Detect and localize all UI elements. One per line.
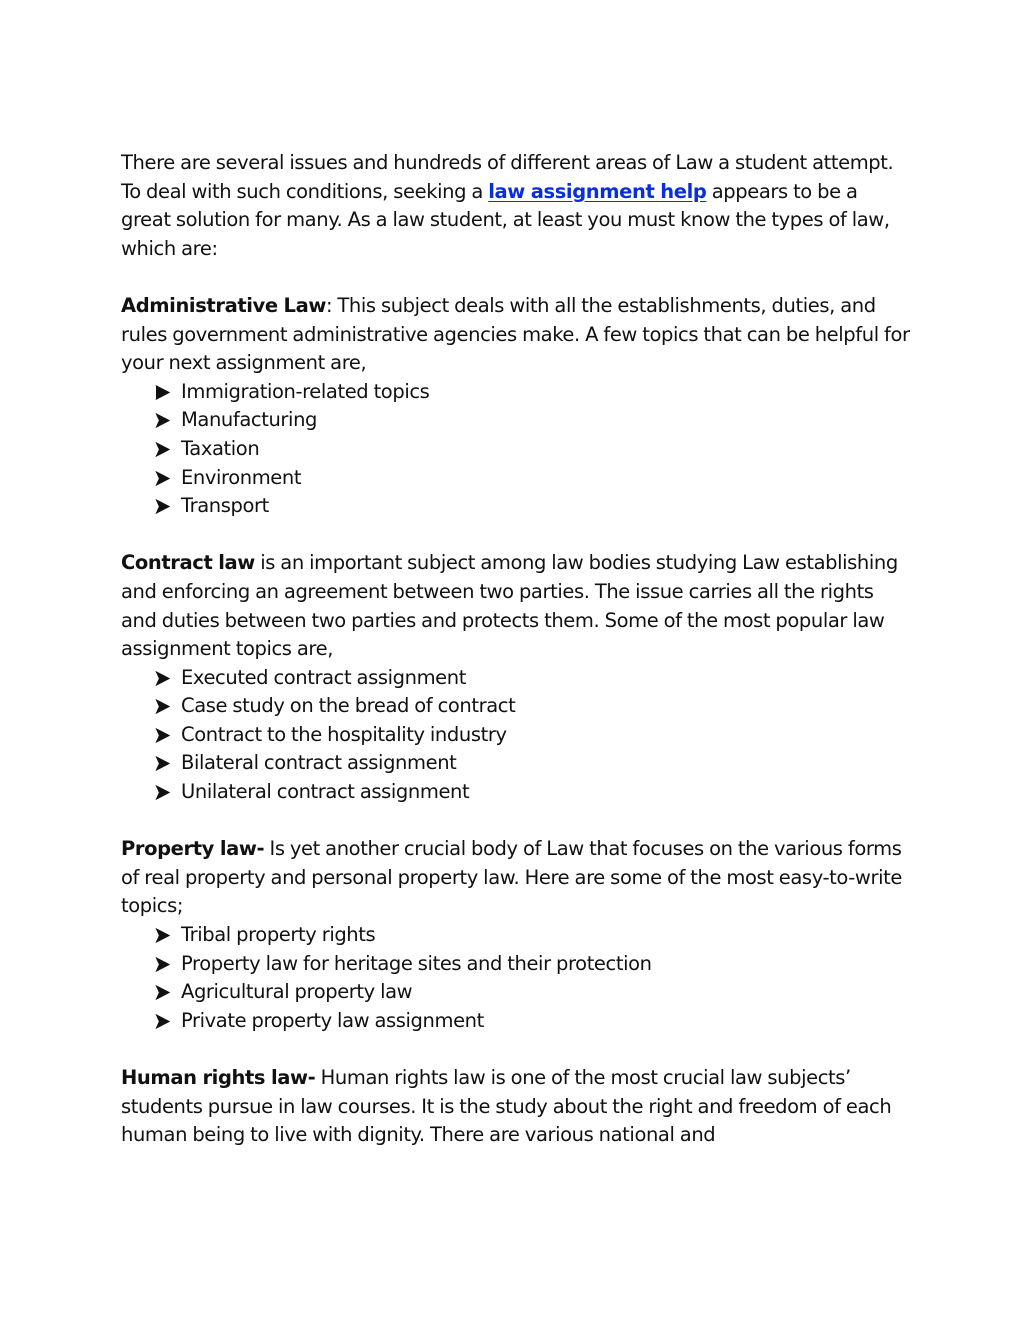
arrowhead-bullet-icon <box>155 435 181 464</box>
list-item <box>155 721 911 750</box>
list-item-label: Transport <box>181 494 269 518</box>
arrowhead-bullet-icon <box>155 692 181 721</box>
section-body: : This subject deals with all the establishments, duties, and rules government administrative agencies make. A few topics that can be helpful for your next assignment are, <box>121 293 910 375</box>
list-item <box>155 378 911 407</box>
section-paragraph <box>121 549 911 663</box>
list-item <box>155 749 911 778</box>
arrowhead-bullet-icon <box>155 749 181 778</box>
arrowhead-bullet-icon <box>155 778 181 807</box>
section-property-law <box>121 835 911 1035</box>
list-item-label: Manufacturing <box>181 408 318 432</box>
section-paragraph <box>121 1064 911 1150</box>
arrowhead-bullet-icon <box>155 1007 181 1036</box>
arrowhead-bullet-icon <box>155 978 181 1007</box>
section-body: is an important subject among law bodies studying Law establishing and enforcing an agreement between two parties. The issue carries all the rights and duties between two parties and protects them. Some of the most popular law assignment topics are, <box>121 551 898 661</box>
spacer <box>121 1035 911 1064</box>
intro-text-before: There are several issues and hundreds of different areas of Law a student attempt. To deal with such conditions, seeking a <box>121 151 894 203</box>
arrowhead-bullet-icon <box>155 378 181 407</box>
list-item-label: Private property law assignment <box>181 1008 484 1032</box>
list-item <box>155 778 911 807</box>
arrowhead-bullet-icon <box>155 950 181 979</box>
section-contract-law <box>121 549 911 806</box>
list-item <box>155 921 911 950</box>
section-term: Administrative Law <box>121 293 326 317</box>
list-item <box>155 435 911 464</box>
section-paragraph <box>121 292 911 378</box>
section-term: Human rights law- <box>121 1066 316 1089</box>
spacer <box>121 521 911 550</box>
section-term: Property law- <box>121 837 265 861</box>
section-body: Human rights law is one of the most crucial law subjects’ students pursue in law courses. It is the study about the right and freedom of each human being to live with dignity. There are various national and <box>121 1066 892 1147</box>
arrowhead-bullet-icon <box>155 406 181 435</box>
section-paragraph <box>121 835 911 921</box>
section-administrative-law <box>121 292 911 521</box>
arrowhead-bullet-icon <box>155 492 181 521</box>
section-human-rights-law <box>121 1064 911 1150</box>
list-item-label: Bilateral contract assignment <box>181 751 457 775</box>
list-item <box>155 406 911 435</box>
list-item-label: Case study on the bread of contract <box>181 694 516 718</box>
list-item <box>155 978 911 1007</box>
list-item <box>155 692 911 721</box>
topic-list <box>121 921 911 1035</box>
list-item-label: Taxation <box>181 436 260 460</box>
arrowhead-bullet-icon <box>155 664 181 693</box>
spacer <box>121 263 911 292</box>
list-item-label: Unilateral contract assignment <box>181 780 470 804</box>
list-item-label: Environment <box>181 465 302 489</box>
list-item <box>155 1007 911 1036</box>
arrowhead-bullet-icon <box>155 921 181 950</box>
topic-list <box>121 664 911 807</box>
arrowhead-bullet-icon <box>155 464 181 493</box>
list-item-label: Contract to the hospitality industry <box>181 722 507 746</box>
section-term: Contract law <box>121 551 255 575</box>
document-page <box>121 149 911 1150</box>
topic-list <box>121 378 911 521</box>
list-item-label: Executed contract assignment <box>181 665 466 689</box>
list-item-label: Tribal property rights <box>181 923 376 947</box>
list-item <box>155 492 911 521</box>
list-item <box>155 664 911 693</box>
list-item-label: Property law for heritage sites and their protection <box>181 951 652 975</box>
section-body: Is yet another crucial body of Law that focuses on the various forms of real property and personal property law. Here are some of the most easy-to-write topics; <box>121 837 902 918</box>
list-item <box>155 464 911 493</box>
law-assignment-help-link[interactable]: law assignment help <box>488 179 707 203</box>
spacer <box>121 807 911 836</box>
intro-paragraph <box>121 149 911 263</box>
intro-text-after: appears to be a great solution for many. As a law student, at least you must know the types of law, which are: <box>121 179 890 260</box>
list-item-label: Agricultural property law <box>181 980 413 1004</box>
arrowhead-bullet-icon <box>155 721 181 750</box>
list-item <box>155 950 911 979</box>
list-item-label: Immigration-related topics <box>181 379 430 403</box>
